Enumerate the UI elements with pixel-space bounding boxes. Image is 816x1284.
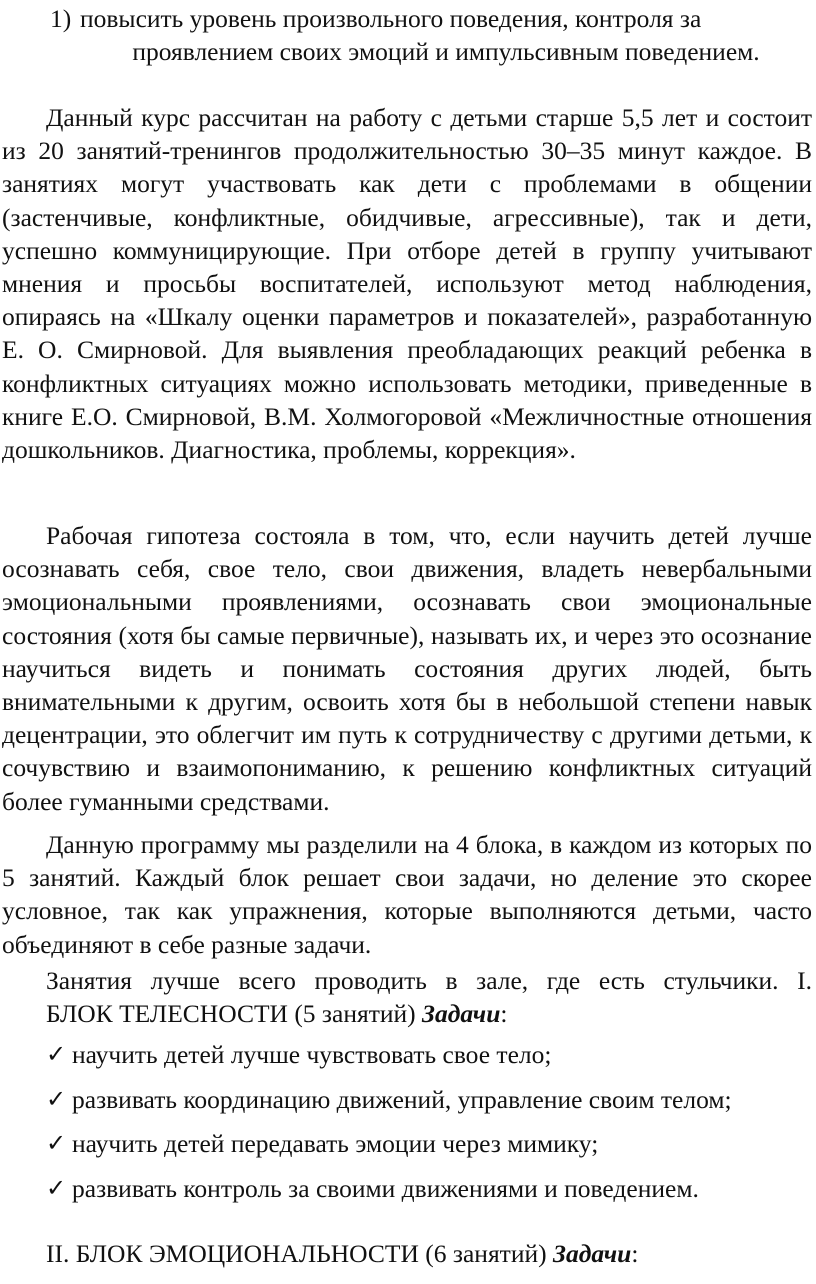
block1-tasks-label: Задачи: [422, 999, 501, 1029]
block1-tasks-colon: :: [500, 999, 508, 1029]
list-item: [46, 1127, 812, 1172]
paragraph-hypothesis: Рабочая гипотеза состояла в том, что, если научить детей лучше осознавать себя, свое тело, свои движения, владеть невербальными эмоциональными проявлениями, осознавать свои эмоциональные состояния (хотя бы самые первичные), называть их, и через это осознание научиться видеть и понимать состояния других людей, быть внимательными к другим, освоить хотя бы в небольшой степени навык децентрации, это облегчит им путь к сотрудничеству с другими детьми, к сочувствию и взаимопониманию, к решению конфликтных ситуаций более гуманными средствами.: [2, 521, 812, 816]
task-text: развивать контроль за своими движениями и поведением.: [72, 1173, 699, 1203]
task-text: научить детей лучше чувствовать свое тело;: [72, 1040, 552, 1069]
block2-heading: [46, 1237, 812, 1270]
paragraph-hall: [46, 964, 812, 1030]
block2-tasks-label: Задачи: [552, 1239, 632, 1268]
list-item: [46, 1038, 812, 1083]
checkmark-icon: ✓: [46, 1173, 67, 1202]
paragraph-course: Данный курс рассчитан на работу с детьми старше 5,5 лет и состоит из 20 занятий-тренингов продолжительностью 30–35 минут каждое. В занятиях могут участвовать как дети с проблемами в общении (застенчивые, конфликтные, обидчивые, агрессивные), так и дети, успешно коммуницирующие. При отборе детей в группу учитывают мнения и просьбы воспитателей, используют метод наблюдения, опираясь на «Шкалу оценки параметров и показателей», разработанную Е. О. Смирновой. Для выявления преобладающих реакций ребенка в конфликтных ситуациях можно использовать методики, приведенные в книге Е.О. Смирновой, В.М. Холмогоровой «Межличностные отношения дошкольников. Диагностика, проблемы, коррекция».: [2, 103, 812, 465]
block1-heading: [46, 997, 812, 1030]
checkmark-icon: ✓: [46, 1084, 67, 1113]
list-item-text-line-1: повысить уровень произвольного поведения, контроля за: [80, 4, 702, 33]
task-text: научить детей передавать эмоции через мимику;: [72, 1129, 599, 1158]
block2-heading-title: II. БЛОК ЭМОЦИОНАЛЬНОСТИ (6 занятий): [46, 1239, 553, 1268]
paragraph-blocks: Данную программу мы разделили на 4 блока, в каждом из которых по 5 занятий. Каждый блок решает свои задачи, но деление это скорее условное, так как упражнения, которые выполняются детьми, часто объединяют в себе разные задачи.: [2, 830, 812, 959]
list-item-text-line-2: проявлением своих эмоций и импульсивным поведением.: [132, 37, 760, 67]
list-item-1: [50, 2, 812, 68]
list-item-number: 1): [50, 4, 72, 33]
paragraph-hall-line-1: Занятия лучше всего проводить в зале, где есть стульчики. I.: [46, 966, 812, 995]
checkmark-icon: ✓: [46, 1040, 67, 1068]
block1-heading-title: БЛОК ТЕЛЕСНОСТИ (5 занятий): [46, 999, 423, 1029]
checkmark-icon: ✓: [46, 1129, 67, 1157]
list-item: [46, 1083, 812, 1128]
list-item: [46, 1172, 812, 1217]
task-text: развивать координацию движений, управление своим телом;: [72, 1084, 732, 1114]
block1-task-list: [46, 1038, 812, 1216]
block2-tasks-colon: :: [631, 1239, 639, 1268]
